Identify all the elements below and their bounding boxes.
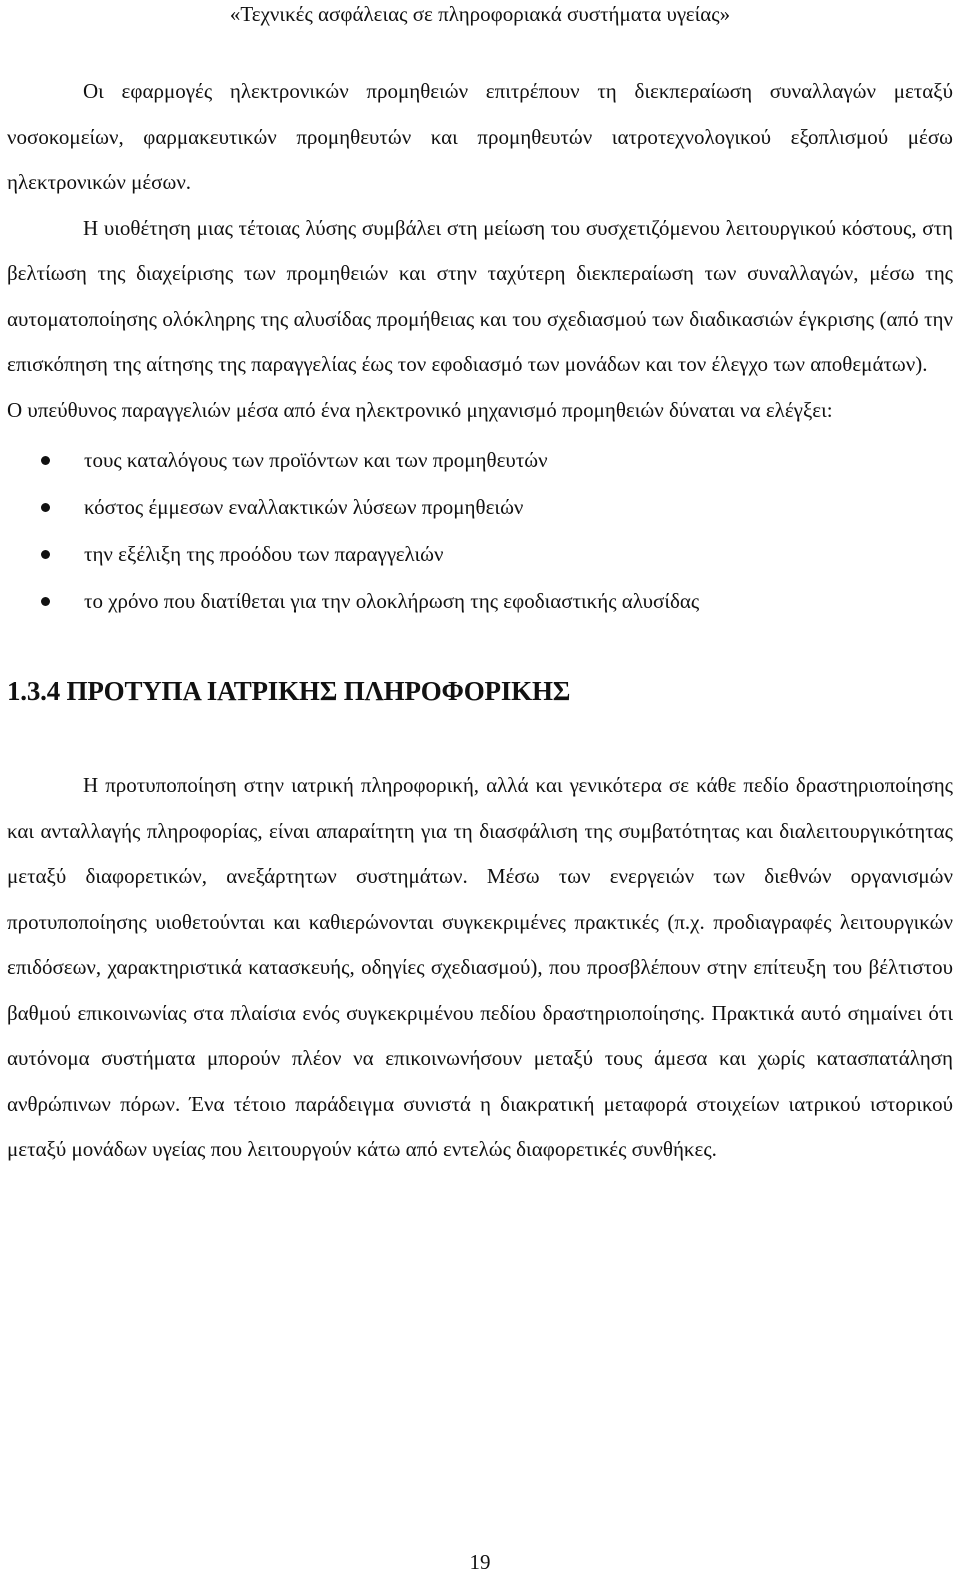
list-item xyxy=(7,437,953,484)
paragraph-standardization: Η προτυποποίηση στην ιατρική πληροφορική, αλλά και γενικότερα σε κάθε πεδίο δραστηριοποίησης και ανταλλαγής πληροφορίας, είναι απαραίτητη για τη διασφάλιση της συμβατότητας και διαλειτουργικότητας μεταξύ διαφορετικών, ανεξάρτητων συστημάτων. Μέσω των ενεργειών των διεθνών οργανισμών προτυποποίησης υιοθετούνται και καθιερώνονται συγκεκριμένες πρακτικές (π.χ. προδιαγραφές λειτουργικών επιδόσεων, χαρακτηριστικά κατασκευής, οδηγίες σχεδιασμού), που προσβλέπουν στην επίτευξη του βέλτιστου βαθμού επικοινωνίας στα πλαίσια ενός συγκεκριμένου πεδίου δραστηριοποίησης. Πρακτικά αυτό σημαίνει ότι αυτόνομα συστήματα μπορούν πλέον να επικοινωνήσουν μεταξύ τους άμεσα και χωρίς κατασπατάληση ανθρώπινων πόρων. Ένα τέτοιο παράδειγμα συνιστά η διακρατική μεταφορά στοιχείων ιατρικού ιστορικού μεταξύ μονάδων υγείας που λειτουργούν κάτω από εντελώς διαφορετικές συνθήκες. xyxy=(7,773,953,1161)
list-item-text: το χρόνο που διατίθεται για την ολοκλήρωση της εφοδιαστικής αλυσίδας xyxy=(84,589,700,613)
list-item-text: τους καταλόγους των προϊόντων και των προμηθευτών xyxy=(84,448,548,472)
bullet-icon xyxy=(41,503,50,512)
list-item xyxy=(7,531,953,578)
list-item-text: κόστος έμμεσων εναλλακτικών λύσεων προμηθειών xyxy=(84,495,524,519)
section-heading: 1.3.4 ΠΡΟΤΥΠΑ ΙΑΤΡΙΚΗΣ ΠΛΗΡΟΦΟΡΙΚΗΣ xyxy=(7,676,571,706)
list-item xyxy=(7,484,953,531)
paragraph-adoption-benefits: Η υιοθέτηση μιας τέτοιας λύσης συμβάλει στη μείωση του συσχετιζόμενου λειτουργικού κόστους, στη βελτίωση της διαχείρισης των προμηθειών και στην ταχύτερη διεκπεραίωση των συναλλαγών, μέσω της αυτοματοποίησης ολόκληρης της αλυσίδας προμήθειας και του σχεδιασμού των διαδικασιών έγκρισης (από την επισκόπηση της αίτησης της παραγγελίας έως τον εφοδιασμό των μονάδων και τον έλεγχο των αποθεμάτων). xyxy=(7,215,953,376)
bullet-list xyxy=(7,437,953,625)
page-number: 19 xyxy=(469,1550,491,1574)
body-text xyxy=(7,69,953,1173)
bullet-icon xyxy=(41,456,50,465)
paragraph-e-procurement: Οι εφαρμογές ηλεκτρονικών προμηθειών επιτρέπουν τη διεκπεραίωση συναλλαγών μεταξύ νοσοκομείων, φαρμακευτικών προμηθευτών και προμηθευτών ιατροτεχνολογικού εξοπλισμού μέσω ηλεκτρονικών μέσων. xyxy=(7,79,953,194)
list-item xyxy=(7,578,953,625)
bullet-icon xyxy=(41,597,50,606)
paragraph-order-manager: Ο υπεύθυνος παραγγελιών μέσα από ένα ηλεκτρονικό μηχανισμό προμηθειών δύναται να ελέγξει: xyxy=(7,397,833,422)
bullet-icon xyxy=(41,550,50,559)
list-item-text: την εξέλιξη της προόδου των παραγγελιών xyxy=(84,542,444,566)
running-header: «Τεχνικές ασφάλειας σε πληροφοριακά συστήματα υγείας» xyxy=(229,2,731,26)
